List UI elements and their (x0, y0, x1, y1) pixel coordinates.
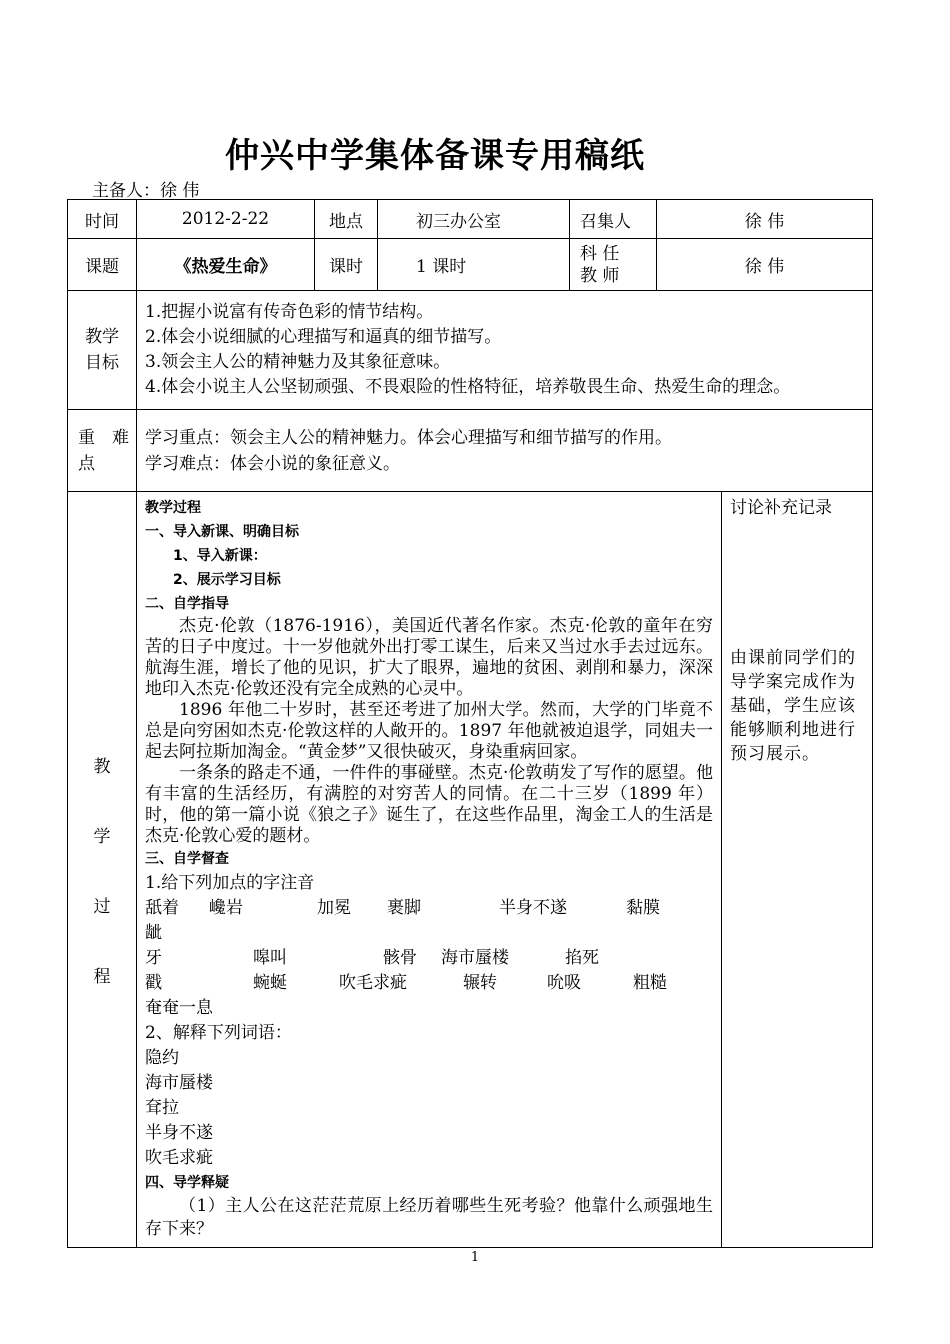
pinyin-word: 骸骨 (383, 948, 417, 968)
keypoints-content (137, 410, 873, 492)
goals-label-line1: 教学 (85, 327, 119, 347)
vocab-word: 吹毛求疵 (145, 1148, 213, 1168)
teacher-label-line1: 科 任 (580, 243, 620, 264)
process-label-char: 过 (93, 897, 111, 917)
pinyin-word: 辗转 (463, 973, 497, 993)
pinyin-word: 奄奄一息 (145, 998, 213, 1018)
vocab-word: 隐约 (145, 1048, 179, 1068)
keypoints-label (68, 410, 137, 492)
question-1: 1.给下列加点的字注音 (145, 873, 315, 893)
notes-heading: 讨论补充记录 (730, 498, 832, 518)
header-row-time (68, 200, 873, 239)
pinyin-row-3 (145, 971, 713, 996)
section-1-item-b: 2、展示学习目标 (173, 572, 281, 588)
keypoints-label-line1: 重 难 (78, 427, 129, 448)
keypoints-row (68, 410, 873, 492)
place-label: 地点 (315, 200, 378, 239)
goals-label-line2: 目标 (85, 353, 119, 373)
pinyin-row-1 (145, 896, 713, 946)
section-1-item-a: 1、导入新课： (173, 548, 267, 564)
pinyin-word: 裹脚 (387, 898, 421, 918)
pinyin-word: 半身不遂 (499, 898, 567, 918)
pinyin-word: 蜿蜒 (253, 973, 287, 993)
time-label: 时间 (68, 200, 137, 239)
document-title: 仲兴中学集体备课专用稿纸 (225, 136, 645, 176)
period-value: 1 课时 (378, 239, 570, 291)
pinyin-word: 海市蜃楼 (441, 948, 509, 968)
process-label-char: 学 (93, 827, 111, 847)
place-value: 初三办公室 (378, 200, 570, 239)
process-row (68, 492, 873, 1248)
pinyin-row-4 (145, 996, 713, 1021)
time-value: 2012-2-22 (137, 200, 315, 239)
lesson-plan-table (67, 199, 873, 1248)
goal-item: 4.体会小说主人公坚韧顽强、不畏艰险的性格特征，培养敬畏生命、热爱生命的理念。 (145, 377, 791, 397)
question-4-1: （1）主人公在这茫茫荒原上经历着哪些生死考验？他靠什么顽强地生存下来？ (145, 1196, 713, 1239)
author-paragraph-3: 一条条的路走不通，一件件的事碰壁。杰克·伦敦萌发了写作的愿望。他有丰富的生活经历，有满腔的对穷苦人的同情。在二十三岁（1899 年）时，他的第一篇小说《狼之子》诞生了，在这些作品里，淘金工人的生活是杰克·伦敦心爱的题材。 (145, 763, 713, 846)
key-focus: 学习重点：领会主人公的精神魅力。体会心理描写和细节描写的作用。 (145, 427, 672, 448)
question-2: 2、解释下列词语： (145, 1023, 292, 1043)
pinyin-word: 吮吸 (547, 973, 581, 993)
convener-value: 徐 伟 (657, 200, 873, 239)
pinyin-word: 加冕 (317, 898, 351, 918)
vocab-word: 半身不遂 (145, 1123, 213, 1143)
goals-content (137, 291, 873, 410)
teacher-value: 徐 伟 (657, 239, 873, 291)
process-label (68, 492, 137, 1248)
section-2-heading: 二、自学指导 (145, 596, 229, 612)
author-paragraph-2: 1896 年他二十岁时，甚至还考进了加州大学。然而，大学的门毕竟不总是向穷困如杰克·伦敦这样的人敞开的。1897 年他就被迫退学，同姐夫一起去阿拉斯加淘金。“黄金梦”又很快破灭，身染重病回家。 (145, 700, 713, 762)
pinyin-word: 吹毛求疵 (339, 973, 407, 993)
discussion-notes (722, 492, 873, 1248)
teacher-label-line2: 教 师 (580, 265, 620, 286)
topic-label: 课题 (68, 239, 137, 291)
topic-value: 《热爱生命》 (137, 239, 315, 291)
goals-row (68, 291, 873, 410)
process-heading: 教学过程 (145, 500, 201, 516)
pinyin-word: 粗糙 (633, 973, 667, 993)
preparer: 主备人：徐 伟 (92, 181, 200, 201)
process-content (137, 492, 722, 1248)
process-label-char: 程 (93, 967, 111, 987)
goal-item: 2.体会小说细腻的心理描写和逼真的细节描写。 (145, 327, 502, 347)
pinyin-word: 巉岩 (209, 898, 243, 918)
key-difficulty: 学习难点：体会小说的象征意义。 (145, 453, 400, 474)
author-paragraph-1: 杰克·伦敦（1876-1916），美国近代著名作家。杰克·伦敦的童年在穷苦的日子中度过。十一岁他就外出打零工谋生，后来又当过水手去过远东。航海生涯，增长了他的见识，扩大了眼界，遍地的贫困、剥削和暴力，深深地印入杰克·伦敦还没有完全成熟的心灵中。 (145, 616, 713, 699)
pinyin-row-2 (145, 946, 713, 971)
section-4-heading: 四、导学释疑 (145, 1175, 229, 1191)
goal-item: 3.领会主人公的精神魅力及其象征意味。 (145, 352, 451, 372)
convener-label: 召集人 (570, 200, 657, 239)
teacher-label (570, 239, 657, 291)
notes-text: 由课前同学们的导学案完成作为基础，学生应该能够顺利地进行预习展示。 (730, 648, 856, 764)
pinyin-word: 黏膜 (626, 898, 660, 918)
pinyin-word: 掐死 (565, 948, 599, 968)
goals-label (68, 291, 137, 410)
section-1-heading: 一、导入新课、明确目标 (145, 524, 299, 540)
keypoints-label-line2: 点 (78, 453, 95, 474)
pinyin-word: 戳 (145, 973, 162, 993)
pinyin-word: 龇 (145, 923, 162, 943)
pinyin-word: 牙 (145, 948, 162, 968)
header-row-topic (68, 239, 873, 291)
page-number: 1 (470, 1250, 480, 1265)
section-3-heading: 三、自学督查 (145, 851, 229, 867)
pinyin-word: 嗥叫 (253, 948, 287, 968)
goal-item: 1.把握小说富有传奇色彩的情节结构。 (145, 302, 434, 322)
pinyin-word: 舐着 (145, 898, 179, 918)
vocab-word: 耷拉 (145, 1098, 179, 1118)
vocab-word: 海市蜃楼 (145, 1073, 213, 1093)
period-label: 课时 (315, 239, 378, 291)
process-label-char: 教 (93, 757, 111, 777)
